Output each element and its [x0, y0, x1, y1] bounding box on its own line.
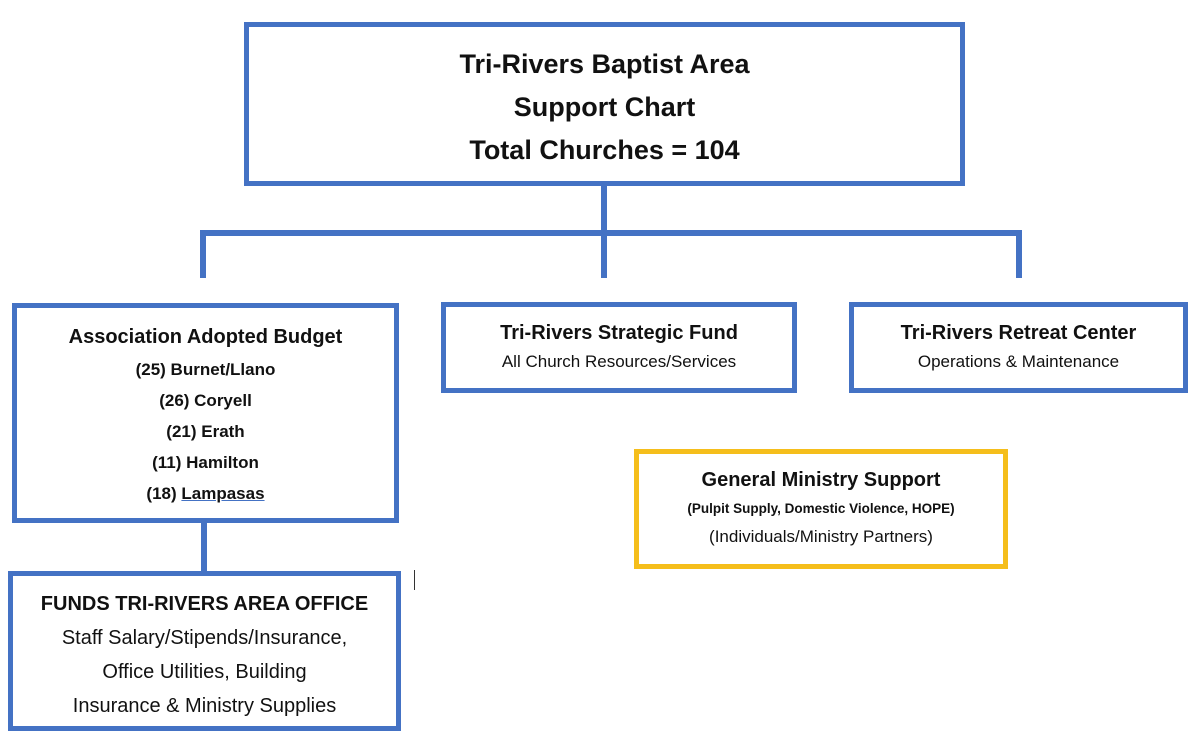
- root-total-churches: Total Churches = 104: [469, 135, 740, 165]
- root-title-line1: Tri-Rivers Baptist Area: [459, 49, 750, 79]
- budget-county-item: (21) Erath: [166, 422, 245, 441]
- area-office-line: Insurance & Ministry Supplies: [72, 695, 337, 717]
- budget-last-county: Lampasas: [181, 484, 265, 503]
- retreat-center-box: [849, 302, 1188, 393]
- strategic-fund-title: Tri-Rivers Strategic Fund: [500, 322, 738, 344]
- strategic-fund-box: [441, 302, 797, 393]
- budget-county-item: (25) Burnet/Llano: [135, 360, 276, 379]
- root-title-line2: Support Chart: [513, 92, 696, 122]
- area-office-line: Staff Salary/Stipends/Insurance,: [61, 627, 348, 649]
- text-cursor-mark: [414, 570, 415, 590]
- budget-county-item-last: [17, 478, 394, 509]
- budget-last-count: (18): [146, 484, 177, 503]
- root-node-box: [244, 22, 965, 186]
- budget-county-item: (11) Hamilton: [152, 453, 259, 472]
- budget-title: Association Adopted Budget: [68, 326, 343, 348]
- retreat-center-title: Tri-Rivers Retreat Center: [900, 322, 1137, 344]
- general-ministry-box: [634, 449, 1008, 569]
- general-ministry-programs: (Pulpit Supply, Domestic Violence, HOPE): [687, 501, 955, 516]
- area-office-title: FUNDS TRI-RIVERS AREA OFFICE: [40, 593, 369, 615]
- association-budget-box: [12, 303, 399, 523]
- strategic-fund-subtitle: All Church Resources/Services: [501, 352, 737, 371]
- general-ministry-title: General Ministry Support: [701, 469, 941, 491]
- budget-county-item: (26) Coryell: [159, 391, 252, 410]
- area-office-box: [8, 571, 401, 731]
- area-office-line: Office Utilities, Building: [102, 661, 307, 683]
- general-ministry-subtitle: (Individuals/Ministry Partners): [709, 527, 933, 546]
- retreat-center-subtitle: Operations & Maintenance: [917, 352, 1120, 371]
